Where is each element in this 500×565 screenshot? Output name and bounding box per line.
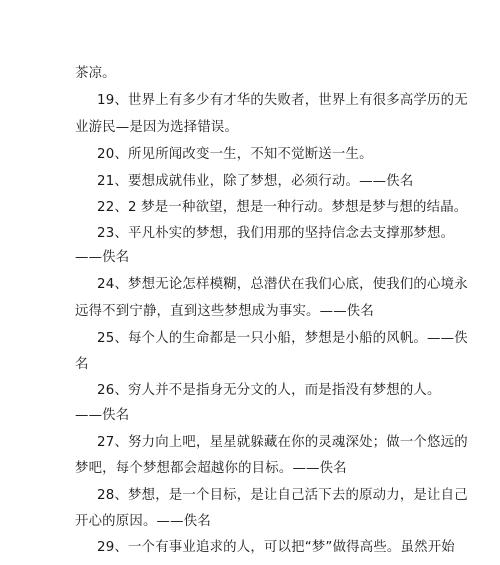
text-line: 梦吧，每个梦想都会超越你的目标。——佚名	[75, 461, 347, 476]
text-line: 29、一个有事业追求的人，可以把“梦”做得高些。虽然开始	[97, 540, 455, 555]
text-line: ——佚名	[75, 408, 130, 423]
text-line: 远得不到宁静，直到这些梦想成为事实。——佚名	[75, 304, 374, 319]
text-line: 23、平凡朴实的梦想，我们用那的坚持信念去支撑那梦想。	[97, 226, 455, 241]
text-line: 开心的原因。——佚名	[75, 514, 211, 529]
text-line: 22、2 梦是一种欲望，想是一种行动。梦想是梦与想的结晶。	[97, 200, 468, 215]
text-line: 24、梦想无论怎样模糊，总潜伏在我们心底，使我们的心境永	[97, 277, 468, 292]
text-line: 20、所见所闻改变一生，不知不觉断送一生。	[97, 147, 373, 162]
text-line: ——佚名	[75, 250, 130, 265]
text-line: 19、世界上有多少有才华的失败者，世界上有很多高学历的无	[97, 93, 468, 108]
text-line: 21、要想成就伟业，除了梦想，必须行动。——佚名	[97, 174, 414, 189]
text-line: 茶凉。	[75, 66, 116, 81]
text-line: 25、每个人的生命都是一只小船，梦想是小船的风帆。——佚	[97, 331, 468, 346]
text-line: 业游民—是因为选择错误。	[75, 120, 239, 135]
text-line: 28、梦想，是一个目标，是让自己活下去的原动力，是让自己	[97, 488, 468, 503]
text-line: 26、穷人并不是指身无分文的人，而是指没有梦想的人。	[97, 383, 441, 398]
text-line: 名	[75, 357, 89, 372]
text-line: 27、努力向上吧，星星就躲藏在你的灵魂深处；做一个悠远的	[97, 435, 468, 450]
